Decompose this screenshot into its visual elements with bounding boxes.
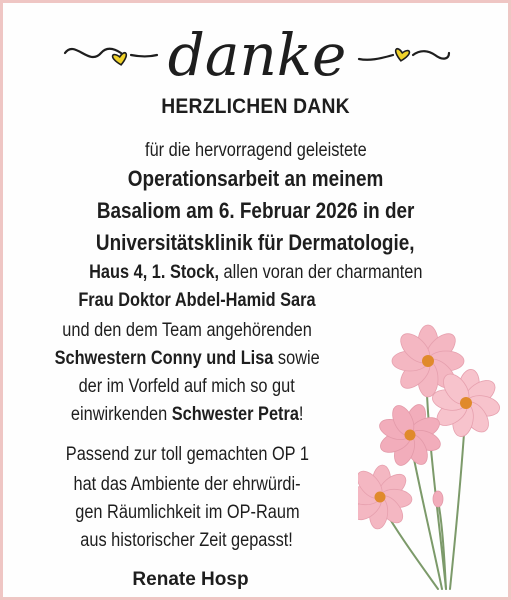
body-line-7-text: und den dem Team angehörenden xyxy=(62,320,312,341)
body-line-10-normal: einwirkenden xyxy=(70,404,172,425)
body-line-9-text: der im Vorfeld auf mich so gut xyxy=(78,376,296,397)
heart-icon xyxy=(394,49,410,62)
body-line-5 xyxy=(3,262,508,284)
body-p2-line-2-text: hat das Ambiente der ehrwürdi- xyxy=(73,474,301,495)
flower-3 xyxy=(377,402,443,468)
body-line-1 xyxy=(3,140,508,162)
body-line-8 xyxy=(7,348,367,370)
body-line-6-text: Frau Doktor Abdel-Hamid Sara xyxy=(78,290,316,311)
body-line-6 xyxy=(17,290,377,312)
danke-header-art xyxy=(3,9,508,89)
body-line-5-bold: Haus 4, 1. Stock, xyxy=(88,262,219,283)
body-p2-line-1-text: Passend zur toll gemachten OP 1 xyxy=(65,444,309,465)
body-p2-line-3 xyxy=(7,502,367,524)
body-line-2-text: Operationsarbeit an meinem xyxy=(127,166,384,191)
flower-4 xyxy=(358,464,413,529)
body-p2-line-4-text: aus historischer Zeit gepasst! xyxy=(80,530,294,551)
body-line-3 xyxy=(3,198,508,224)
flourish-right xyxy=(413,51,449,58)
flower-bud xyxy=(433,491,443,507)
body-line-5-normal: allen voran der charmanten xyxy=(218,262,423,283)
body-line-4 xyxy=(3,230,508,256)
body-p2-line-1 xyxy=(7,444,367,466)
body-line-2 xyxy=(3,166,508,192)
body-line-10 xyxy=(7,404,367,426)
heart-icon xyxy=(112,53,128,66)
body-line-1-text: für die hervorragend geleistete xyxy=(144,140,367,161)
danke-script-word: danke xyxy=(167,21,347,89)
body-line-4-text: Universitätsklinik für Dermatologie, xyxy=(96,230,415,255)
page-title: HERZLICHEN DANK xyxy=(161,95,350,118)
body-line-10-bold: Schwester Petra xyxy=(171,404,299,425)
danke-header xyxy=(3,9,508,89)
cosmos-flowers-illustration xyxy=(358,321,508,593)
body-p2-line-3-text: gen Räumlichkeit im OP-Raum xyxy=(74,502,300,523)
body-p2-line-2 xyxy=(7,474,367,496)
body-line-8-normal: sowie xyxy=(273,348,320,369)
body-p2-line-4 xyxy=(7,530,367,552)
body-line-3-text: Basaliom am 6. Februar 2026 in der xyxy=(96,198,415,223)
body-line-7 xyxy=(7,320,367,342)
body-line-10-end: ! xyxy=(298,404,304,425)
body-line-9 xyxy=(7,376,367,398)
body-line-8-bold: Schwestern Conny und Lisa xyxy=(54,348,274,369)
signature: Renate Hosp xyxy=(132,569,249,590)
